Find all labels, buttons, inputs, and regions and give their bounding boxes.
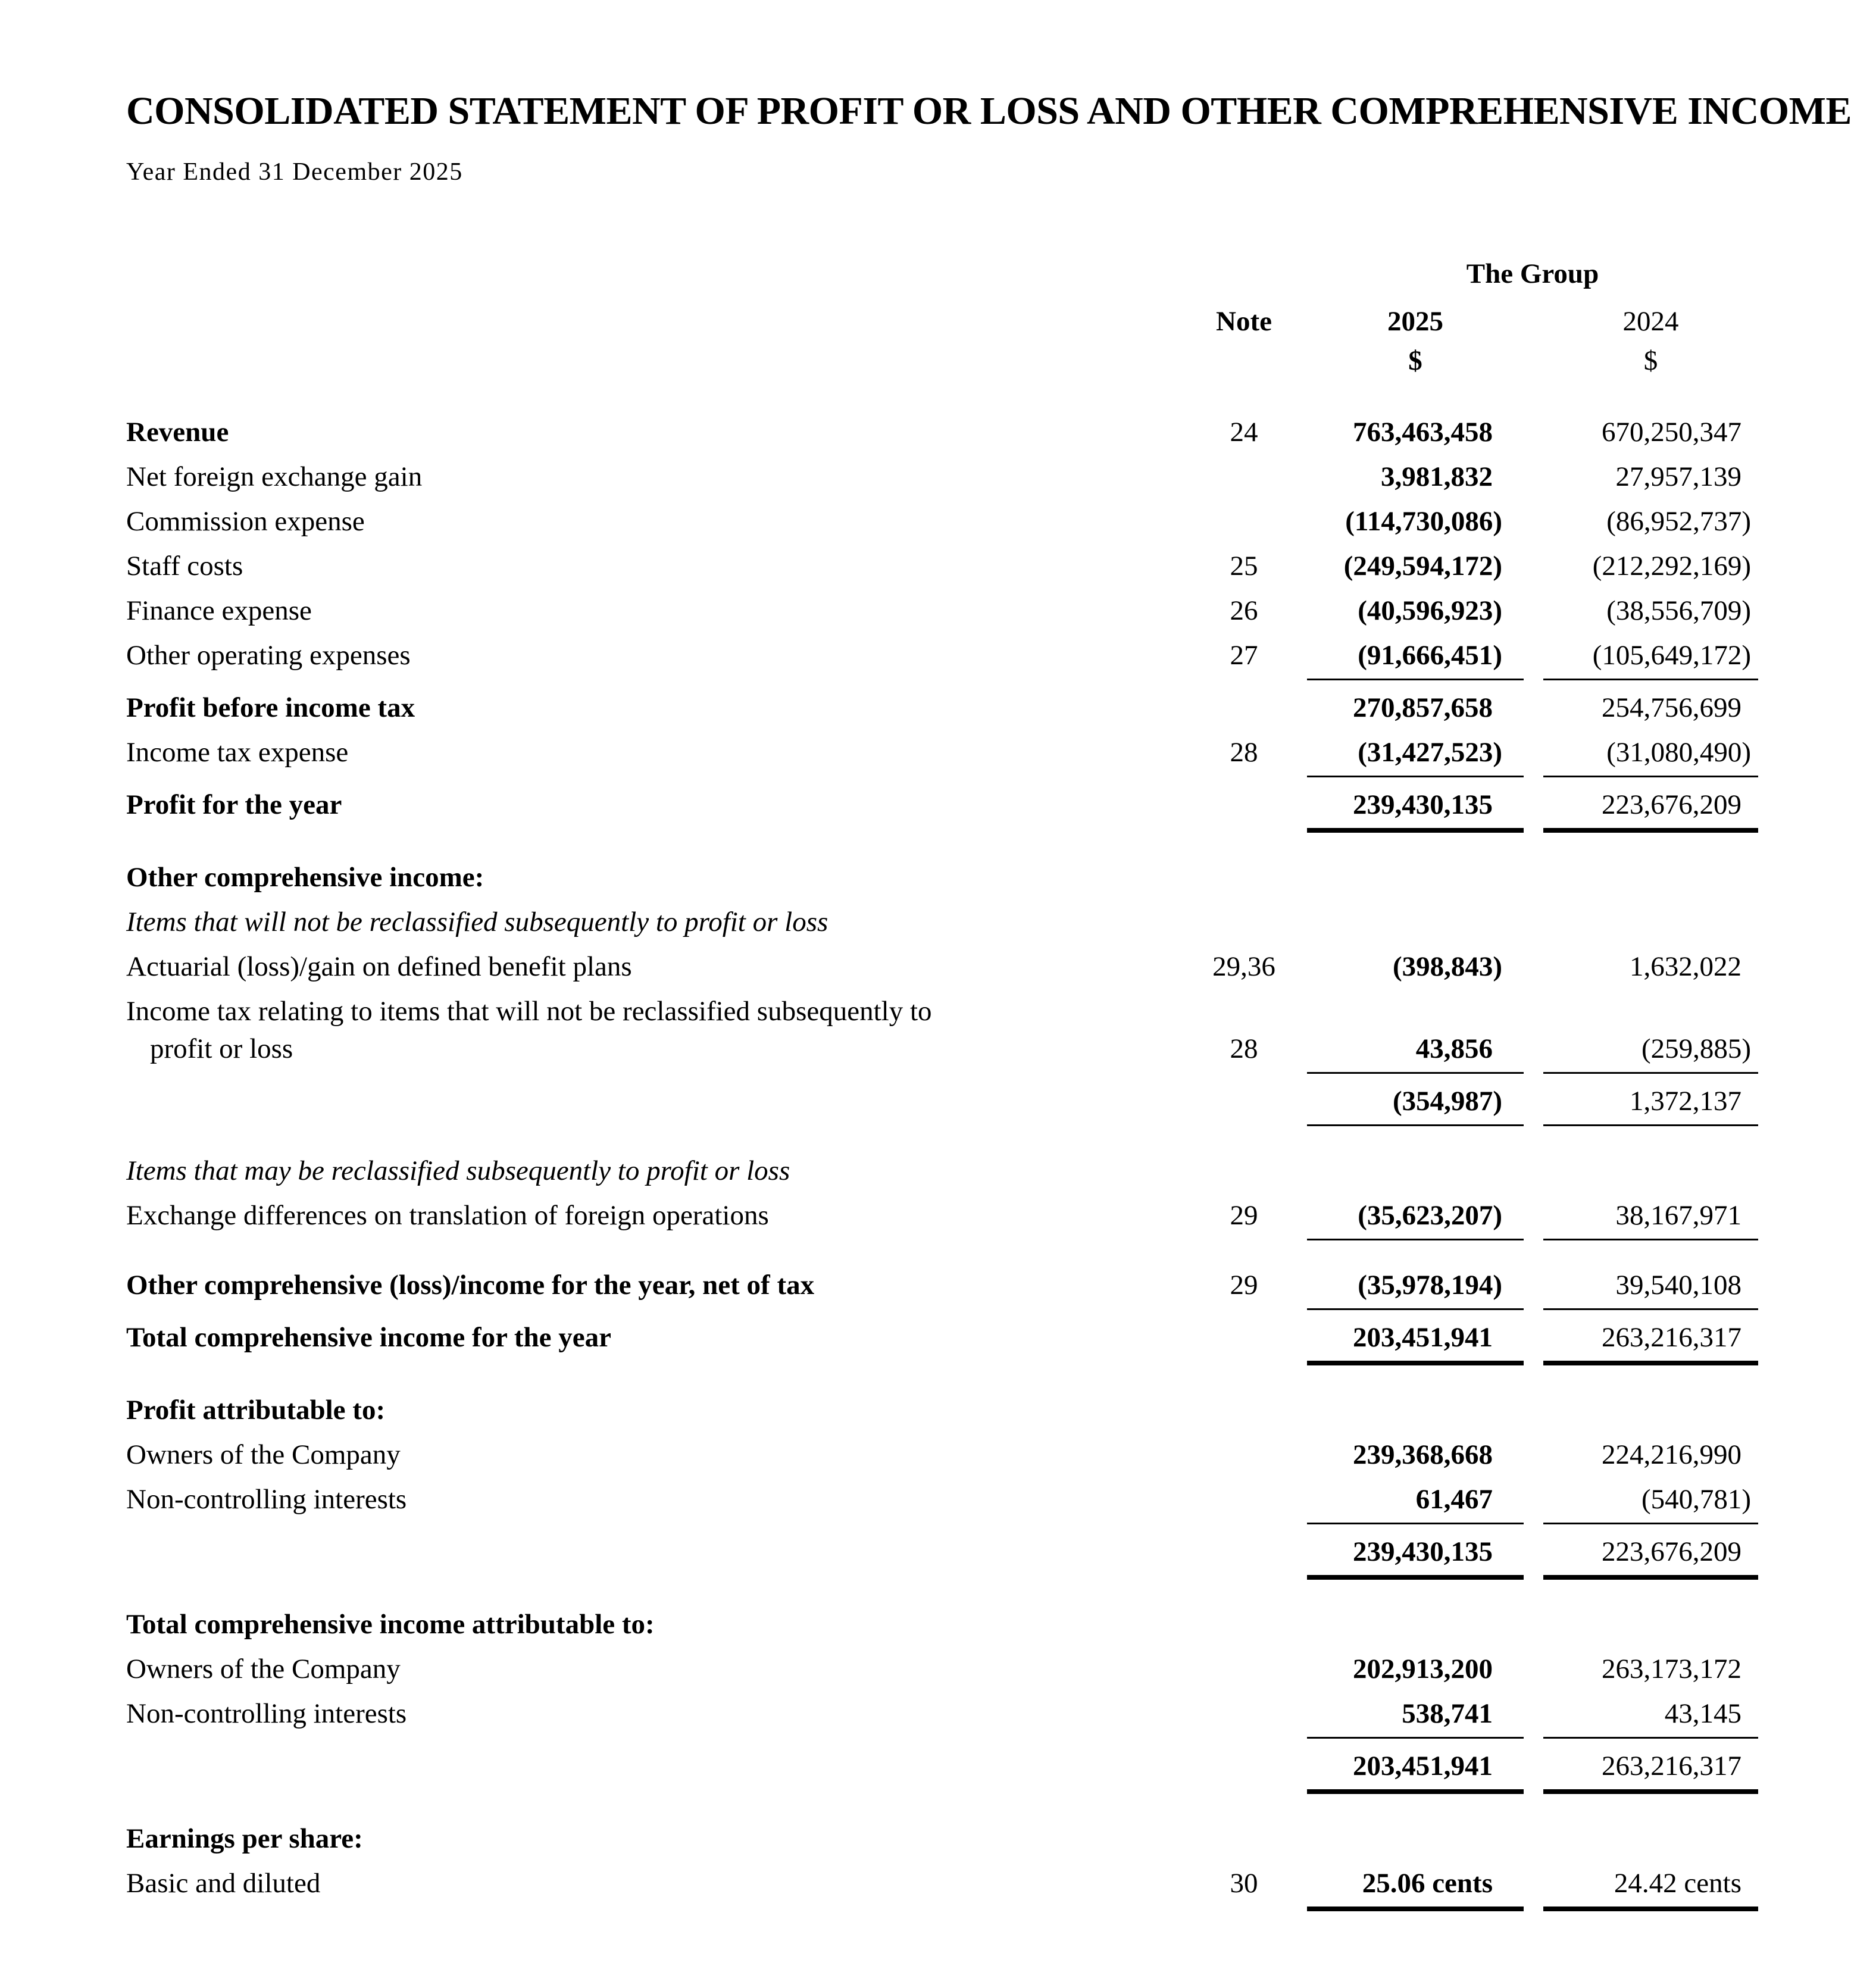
table-row: [126, 1534, 1758, 1580]
amount-2024: 1,372,137: [1543, 1084, 1758, 1126]
amount-2025: 239,430,135: [1307, 1534, 1524, 1580]
table-row: [126, 1696, 1758, 1739]
note-ref: [1190, 1118, 1297, 1126]
note-ref: [1190, 1517, 1297, 1524]
row-label-text: Total comprehensive income attributable to:: [126, 1609, 655, 1640]
amount-2025: 202,913,200: [1353, 1654, 1493, 1685]
row-label: [126, 415, 1190, 449]
note-ref: [1190, 1783, 1297, 1794]
row-label: [126, 1268, 1190, 1310]
row-label-text: Revenue: [126, 417, 229, 448]
row-label: [126, 1118, 1190, 1126]
table-row: [126, 460, 1758, 494]
note-ref: 25: [1230, 551, 1258, 582]
currency-2024: $: [1643, 345, 1658, 377]
row-label-text: Net foreign exchange gain: [126, 461, 423, 493]
table-row: [126, 1866, 1758, 1911]
amount-2024: 38,167,971: [1543, 1198, 1758, 1240]
row-label-text: Other comprehensive income:: [126, 862, 484, 893]
row-label: [126, 1569, 1190, 1580]
amount-2025: (354,987): [1307, 1084, 1524, 1126]
amount-2025: (398,843): [1392, 951, 1502, 983]
row-label-text: Income tax relating to items that will not be reclassified subsequently to: [126, 996, 932, 1027]
amount-2025: 203,451,941: [1307, 1320, 1524, 1365]
row-label-text: Other operating expenses: [126, 640, 411, 671]
row-label: [126, 787, 1190, 833]
table-row: [126, 1482, 1758, 1524]
column-headers-row: [126, 304, 1758, 339]
amount-2024: (105,649,172): [1543, 638, 1758, 680]
row-label: [126, 1198, 1190, 1240]
amount-2025: (31,427,523): [1307, 735, 1524, 777]
group-header-row: [126, 257, 1758, 291]
amount-2025: 239,368,668: [1353, 1439, 1493, 1471]
note-ref: 27: [1230, 640, 1258, 671]
table-row: [126, 1154, 1758, 1188]
note-ref: 29: [1230, 1270, 1258, 1301]
amount-2024: (212,292,169): [1592, 551, 1751, 582]
note-ref: 29,36: [1212, 951, 1275, 983]
amount-2024: 43,145: [1543, 1696, 1758, 1739]
table-row: [126, 1393, 1758, 1427]
amount-2024: (31,080,490): [1543, 735, 1758, 777]
currency-2025: $: [1408, 345, 1422, 377]
amount-2024: 254,756,699: [1602, 692, 1741, 724]
table-row: [126, 949, 1758, 984]
table-row: [126, 690, 1758, 725]
table-row: [126, 1821, 1758, 1856]
table-row: [126, 593, 1758, 628]
row-label: [126, 1696, 1190, 1739]
row-label-text: Exchange differences on translation of foreign operations: [126, 1200, 769, 1232]
amount-2024: 223,676,209: [1543, 1534, 1758, 1580]
note-ref: [1190, 1355, 1297, 1365]
row-label: [126, 1652, 1190, 1686]
col-header-2024: 2024: [1622, 306, 1679, 337]
table-row: [126, 860, 1758, 895]
row-label: [126, 1607, 1190, 1642]
note-ref: [1190, 1569, 1297, 1580]
row-label: [126, 690, 1190, 725]
amount-2024: 1,632,022: [1630, 951, 1741, 983]
row-label-text: Finance expense: [126, 595, 312, 627]
table-row: [126, 1084, 1758, 1126]
row-label-text: Staff costs: [126, 551, 243, 582]
amount-2024: 24.42 cents: [1543, 1866, 1758, 1911]
amount-2025: 3,981,832: [1381, 461, 1493, 493]
amount-2024: (38,556,709): [1606, 595, 1751, 627]
row-label-text: Profit for the year: [126, 789, 342, 821]
note-ref: 30: [1230, 1868, 1258, 1899]
amount-2025: (35,978,194): [1307, 1268, 1524, 1310]
page-title: CONSOLIDATED STATEMENT OF PROFIT OR LOSS AND OTHER COMPREHENSIVE INCOME: [126, 89, 1852, 133]
row-label: [126, 1393, 1190, 1427]
row-label-text: Income tax expense: [126, 737, 349, 768]
row-label-text: Non-controlling interests: [126, 1698, 407, 1730]
table-row: [126, 1198, 1758, 1240]
table-body: [126, 415, 1758, 1911]
amount-2024: 39,540,108: [1543, 1268, 1758, 1310]
amount-2024: (259,885): [1543, 1032, 1758, 1074]
row-label: [126, 949, 1190, 984]
row-label-text: Non-controlling interests: [126, 1484, 407, 1515]
row-label: [126, 1320, 1190, 1365]
table-row: [126, 1437, 1758, 1472]
note-ref: 26: [1230, 595, 1258, 627]
row-label: [126, 504, 1190, 539]
table-row: [126, 1749, 1758, 1794]
row-label: [126, 638, 1190, 680]
row-label: [126, 460, 1190, 494]
row-label-line2: profit or loss: [150, 1033, 293, 1065]
amount-2024: 27,957,139: [1615, 461, 1741, 493]
amount-2025: (35,623,207): [1307, 1198, 1524, 1240]
row-label-text: Total comprehensive income for the year: [126, 1322, 611, 1354]
table-row: [126, 994, 1758, 1074]
table-row: [126, 1652, 1758, 1686]
amount-2025: 61,467: [1307, 1482, 1524, 1524]
col-header-2025: 2025: [1387, 306, 1443, 337]
currency-row: [126, 343, 1758, 378]
row-label-text: Basic and diluted: [126, 1868, 321, 1899]
table-row: [126, 638, 1758, 680]
amount-2025: 25.06 cents: [1307, 1866, 1524, 1911]
table-row: [126, 549, 1758, 583]
row-label-text: Earnings per share:: [126, 1823, 363, 1855]
row-label-text: Items that will not be reclassified subsequently to profit or loss: [126, 907, 828, 938]
row-label-text: Items that may be reclassified subsequently to profit or loss: [126, 1155, 790, 1187]
table-row: [126, 1320, 1758, 1365]
amount-2024: (540,781): [1543, 1482, 1758, 1524]
col-header-note: Note: [1216, 306, 1272, 337]
amount-2025: 270,857,658: [1353, 692, 1493, 724]
table-row: [126, 735, 1758, 777]
row-label-text: Profit attributable to:: [126, 1395, 386, 1426]
note-ref: [1190, 822, 1297, 833]
row-label: [126, 1482, 1190, 1524]
row-label: [126, 1154, 1190, 1188]
row-label-text: Owners of the Company: [126, 1654, 401, 1685]
amount-2025: 203,451,941: [1307, 1749, 1524, 1794]
financial-table: [126, 257, 1758, 1911]
amount-2024: 263,216,317: [1543, 1320, 1758, 1365]
note-ref: [1190, 1731, 1297, 1739]
amount-2025: 43,856: [1307, 1032, 1524, 1074]
table-row: [126, 1607, 1758, 1642]
row-label: [126, 1783, 1190, 1794]
amount-2024: 263,216,317: [1543, 1749, 1758, 1794]
amount-2024: 223,676,209: [1543, 787, 1758, 833]
amount-2024: 224,216,990: [1602, 1439, 1741, 1471]
row-label: [126, 860, 1190, 895]
amount-2025: (249,594,172): [1343, 551, 1502, 582]
row-label: [126, 1866, 1190, 1911]
amount-2025: (114,730,086): [1345, 506, 1502, 537]
row-label-text: Profit before income tax: [126, 692, 415, 724]
page-subtitle: Year Ended 31 December 2025: [126, 158, 463, 186]
row-label-text: Owners of the Company: [126, 1439, 401, 1471]
row-label: [126, 1821, 1190, 1856]
table-row: [126, 905, 1758, 939]
table-row: [126, 1268, 1758, 1310]
table-row: [126, 787, 1758, 833]
row-label-text: Actuarial (loss)/gain on defined benefit plans: [126, 951, 632, 983]
amount-2024: 263,173,172: [1602, 1654, 1741, 1685]
row-label: [126, 593, 1190, 628]
table-row: [126, 504, 1758, 539]
note-ref: 28: [1230, 1033, 1258, 1065]
amount-2025: (91,666,451): [1307, 638, 1524, 680]
row-label: [126, 994, 1190, 1074]
row-label-text: Other comprehensive (loss)/income for the year, net of tax: [126, 1270, 815, 1301]
row-label: [126, 1437, 1190, 1472]
note-ref: 28: [1230, 737, 1258, 768]
group-header: The Group: [1466, 258, 1599, 290]
amount-2025: 538,741: [1307, 1696, 1524, 1739]
row-label: [126, 735, 1190, 777]
amount-2025: 763,463,458: [1353, 417, 1493, 448]
note-ref: 24: [1230, 417, 1258, 448]
amount-2024: (86,952,737): [1606, 506, 1751, 537]
row-label: [126, 549, 1190, 583]
amount-2025: (40,596,923): [1358, 595, 1502, 627]
amount-2025: 239,430,135: [1307, 787, 1524, 833]
note-ref: 29: [1230, 1200, 1258, 1232]
row-label-text: Commission expense: [126, 506, 365, 537]
amount-2024: 670,250,347: [1602, 417, 1741, 448]
row-label: [126, 905, 1190, 939]
table-row: [126, 415, 1758, 449]
